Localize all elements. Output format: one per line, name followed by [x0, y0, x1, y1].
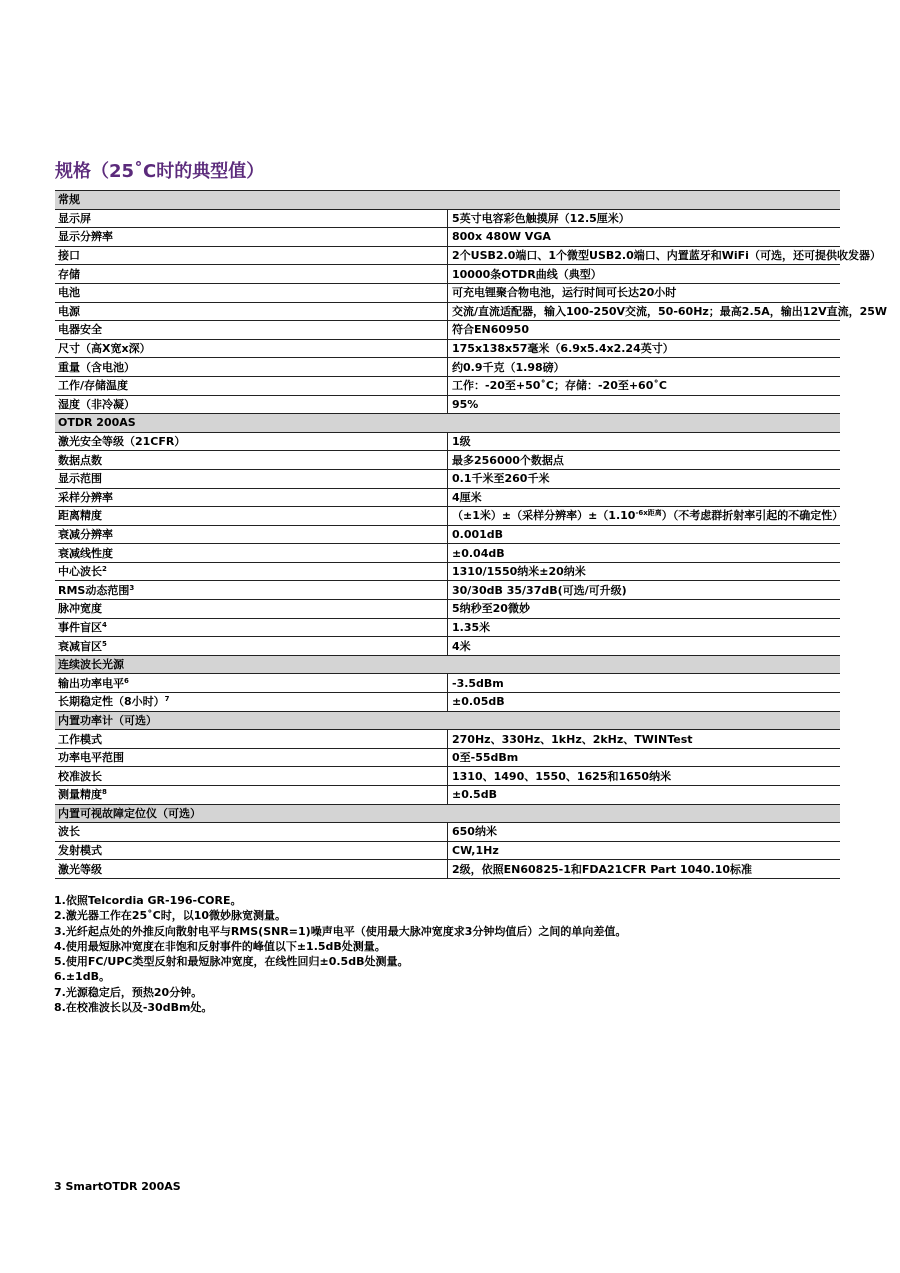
spec-label	[55, 748, 448, 767]
spec-value	[448, 618, 841, 637]
spec-label	[55, 265, 448, 284]
footnote-ref: 6	[124, 676, 129, 685]
footnotes	[54, 893, 854, 1015]
spec-label	[55, 507, 448, 526]
spec-row	[55, 395, 840, 414]
spec-value	[448, 748, 841, 767]
spec-value	[448, 581, 841, 600]
spec-label	[55, 674, 448, 693]
spec-label	[55, 376, 448, 395]
spec-value	[448, 209, 841, 228]
spec-value-text-after: ）（不考虑群折射率引起的不确定性）	[661, 509, 844, 523]
spec-value	[448, 730, 841, 749]
spec-row	[55, 302, 840, 321]
spec-value	[448, 469, 841, 488]
spec-row	[55, 544, 840, 563]
spec-row	[55, 823, 840, 842]
spec-value	[448, 302, 888, 321]
spec-label	[55, 302, 448, 321]
spec-value	[448, 283, 841, 302]
spec-row	[55, 283, 840, 302]
spec-value-text: ±0.05dB	[452, 695, 505, 709]
section-header-row	[55, 655, 840, 674]
spec-row	[55, 507, 840, 526]
spec-value-text: -3.5dBm	[452, 676, 504, 690]
spec-label	[55, 730, 448, 749]
spec-label-text: 激光等级	[58, 862, 102, 876]
spec-label-text: 功率电平范围	[58, 751, 124, 765]
page-footer: 3 SmartOTDR 200AS	[54, 1180, 181, 1193]
spec-value	[448, 767, 841, 786]
spec-row	[55, 469, 840, 488]
page-title: 规格（25˚C时的典型值）	[55, 161, 265, 182]
spec-row	[55, 265, 840, 284]
spec-label	[55, 358, 448, 377]
spec-row	[55, 860, 840, 879]
footnote-item: 4.使用最短脉冲宽度在非饱和反射事件的峰值以下±1.5dB处测量。	[54, 939, 386, 953]
spec-value-text: 1310/1550纳米±20纳米	[452, 565, 586, 579]
spec-row	[55, 581, 840, 600]
footnote-item: 8.在校准波长以及-30dBm处。	[54, 1001, 213, 1015]
spec-label-text: 采样分辨率	[58, 490, 113, 504]
spec-value-text: 1.35米	[452, 620, 491, 634]
spec-label-text: 工作模式	[58, 732, 102, 746]
spec-label-text: 衰减线性度	[58, 546, 113, 560]
footnote-item: 5.使用FC/UPC类型反射和最短脉冲宽度，在线性回归±0.5dB处测量。	[54, 955, 409, 969]
spec-value-text: 0至-55dBm	[452, 751, 519, 765]
spec-label	[55, 600, 448, 619]
section-header-row	[55, 191, 840, 210]
spec-label-text: 电器安全	[58, 323, 102, 337]
spec-value-text: 5英寸电容彩色触摸屏（12.5厘米）	[452, 211, 630, 225]
spec-value	[448, 228, 841, 247]
spec-label	[55, 618, 448, 637]
section-title: 常规	[55, 191, 840, 210]
spec-value	[448, 600, 841, 619]
spec-row	[55, 562, 840, 581]
footnote-item: 2.激光器工作在25˚C时，以10微妙脉宽测量。	[54, 909, 287, 923]
spec-label-text: RMS动态范围	[58, 583, 130, 597]
spec-value	[448, 376, 841, 395]
spec-label-text: 脉冲宽度	[58, 602, 102, 616]
spec-value	[448, 637, 841, 656]
spec-label-text: 电源	[58, 304, 80, 318]
footnote-ref: 2	[102, 565, 107, 574]
spec-value-text: CW,1Hz	[452, 844, 499, 858]
spec-value	[448, 321, 841, 340]
spec-label-text: 重量（含电池）	[58, 360, 135, 374]
spec-label-text: 衰减分辨率	[58, 527, 113, 541]
spec-value-text: 1级	[452, 435, 471, 449]
spec-label-text: 校准波长	[58, 769, 102, 783]
spec-row	[55, 321, 840, 340]
spec-label	[55, 581, 448, 600]
spec-label-text: 衰减盲区	[58, 639, 102, 653]
value-superscript: -6x距离	[635, 509, 662, 518]
section-title: OTDR 200AS	[55, 414, 840, 433]
spec-value-text: 5纳秒至20微妙	[452, 602, 530, 616]
spec-label-text: 输出功率电平	[58, 676, 124, 690]
spec-value-text: 10000条OTDR曲线（典型）	[452, 267, 602, 281]
spec-value	[448, 525, 841, 544]
footnote-item: 3.光纤起点处的外推反向散射电平与RMS(SNR=1)噪声电平（使用最大脉冲宽度求3分钟均值后）之间的单向差值。	[54, 924, 627, 938]
spec-value-text: 4厘米	[452, 490, 482, 504]
spec-value	[448, 544, 841, 563]
spec-label-text: 显示屏	[58, 211, 91, 225]
spec-value-text: 工作：-20至+50˚C；存储：-20至+60˚C	[452, 379, 667, 393]
spec-label-text: 长期稳定性（8小时）	[58, 695, 165, 709]
spec-value-text: ±0.5dB	[452, 788, 497, 802]
footnote-item: 7.光源稳定后，预热20分钟。	[54, 985, 203, 999]
spec-label	[55, 395, 448, 414]
spec-value	[448, 432, 841, 451]
spec-label-text: 尺寸（高X宽x深）	[58, 342, 151, 356]
footnote-item: 1.依照Telcordia GR-196-CORE。	[54, 894, 242, 907]
spec-label-text: 工作/存储温度	[58, 379, 129, 393]
section-header-row	[55, 414, 840, 433]
spec-row	[55, 432, 840, 451]
spec-value-text: 可充电锂聚合物电池，运行时间可长达20小时	[452, 286, 677, 300]
footnote-ref: 7	[164, 695, 170, 704]
spec-label	[55, 767, 448, 786]
spec-label	[55, 228, 448, 247]
spec-row	[55, 246, 840, 265]
footnote-ref: 3	[129, 583, 135, 592]
spec-row	[55, 841, 840, 860]
spec-value	[448, 507, 844, 526]
section-title: 内置可视故障定位仪（可选）	[55, 804, 840, 823]
spec-value	[448, 246, 881, 265]
spec-value-text: 30/30dB 35/37dB(可选/可升级)	[452, 583, 627, 597]
footnote-ref: 5	[102, 639, 107, 648]
spec-label	[55, 693, 448, 712]
spec-value-text: 270Hz、330Hz、1kHz、2kHz、TWINTest	[452, 732, 693, 746]
section-title: 内置功率计（可选）	[55, 711, 840, 730]
spec-value	[448, 395, 841, 414]
spec-value-text: ±0.04dB	[452, 546, 505, 560]
spec-label	[55, 823, 448, 842]
spec-row	[55, 600, 840, 619]
spec-value	[448, 674, 841, 693]
spec-row	[55, 358, 840, 377]
spec-value	[448, 860, 841, 879]
spec-label	[55, 451, 448, 470]
spec-label-text: 距离精度	[58, 509, 102, 523]
spec-value-text: 约0.9千克（1.98磅）	[452, 360, 565, 374]
spec-label	[55, 562, 448, 581]
spec-label	[55, 544, 448, 563]
spec-row	[55, 525, 840, 544]
spec-value	[448, 339, 841, 358]
spec-label-text: 事件盲区	[58, 620, 102, 634]
spec-value-text: 2级，依照EN60825-1和FDA21CFR Part 1040.10标准	[452, 862, 753, 876]
spec-value	[448, 358, 841, 377]
spec-row	[55, 376, 840, 395]
spec-label	[55, 469, 448, 488]
spec-value-text: 交流/直流适配器，输入100-250V交流，50-60Hz；最高2.5A，输出12V直流，25W	[452, 304, 888, 318]
spec-label-text: 数据点数	[58, 453, 102, 467]
spec-label	[55, 209, 448, 228]
spec-label	[55, 432, 448, 451]
spec-value	[448, 451, 841, 470]
spec-label	[55, 339, 448, 358]
spec-label-text: 波长	[58, 825, 80, 839]
footnote-item: 6.±1dB。	[54, 970, 110, 984]
spec-label-text: 显示分辨率	[58, 230, 113, 244]
footnote-ref: 4	[102, 620, 107, 629]
spec-row	[55, 451, 840, 470]
spec-label-text: 发射模式	[58, 844, 102, 858]
spec-value-text: 650纳米	[452, 825, 497, 839]
spec-label	[55, 860, 448, 879]
spec-label-text: 显示范围	[58, 472, 102, 486]
spec-value-text: 0.001dB	[452, 527, 504, 541]
spec-value	[448, 562, 841, 581]
spec-row	[55, 339, 840, 358]
spec-label	[55, 637, 448, 656]
spec-label-text: 测量精度	[58, 788, 102, 802]
spec-value-text: 95%	[452, 397, 479, 411]
footnote-ref: 8	[102, 788, 107, 797]
spec-row	[55, 209, 840, 228]
spec-value-text: （±1米）±（采样分辨率）±（1.10	[452, 509, 636, 523]
spec-label-text: 存储	[58, 267, 80, 281]
spec-value-text: 800x 480W VGA	[452, 230, 551, 244]
spec-row	[55, 488, 840, 507]
spec-label	[55, 488, 448, 507]
spec-row	[55, 748, 840, 767]
spec-label-text: 接口	[58, 249, 80, 263]
section-header-row	[55, 804, 840, 823]
spec-value	[448, 823, 841, 842]
spec-row	[55, 228, 840, 247]
spec-value	[448, 786, 841, 805]
spec-value-text: 1310、1490、1550、1625和1650纳米	[452, 769, 672, 783]
spec-label-text: 湿度（非冷凝）	[58, 397, 135, 411]
spec-row	[55, 693, 840, 712]
spec-value	[448, 265, 841, 284]
spec-row	[55, 618, 840, 637]
spec-table	[55, 190, 888, 879]
spec-label	[55, 525, 448, 544]
spec-row	[55, 637, 840, 656]
spec-label	[55, 283, 448, 302]
spec-value-text: 2个USB2.0端口、1个微型USB2.0端口、内置蓝牙和WiFi（可选，还可提供收发器）	[452, 249, 881, 263]
spec-label-text: 激光安全等级（21CFR）	[58, 435, 186, 449]
spec-value-text: 0.1千米至260千米	[452, 472, 550, 486]
spec-value-text: 175x138x57毫米（6.9x5.4x2.24英寸）	[452, 342, 674, 356]
spec-row	[55, 767, 840, 786]
section-title: 连续波长光源	[55, 655, 840, 674]
spec-value-text: 最多256000个数据点	[452, 453, 564, 467]
spec-label	[55, 786, 448, 805]
spec-label	[55, 321, 448, 340]
spec-label-text: 中心波长	[58, 565, 102, 579]
spec-value	[448, 693, 841, 712]
spec-row	[55, 786, 840, 805]
section-header-row	[55, 711, 840, 730]
spec-value-text: 4米	[452, 639, 471, 653]
spec-label	[55, 841, 448, 860]
spec-value	[448, 841, 841, 860]
spec-row	[55, 730, 840, 749]
spec-label	[55, 246, 448, 265]
spec-value	[448, 488, 841, 507]
spec-value-text: 符合EN60950	[452, 323, 529, 337]
spec-row	[55, 674, 840, 693]
spec-label-text: 电池	[58, 286, 80, 300]
